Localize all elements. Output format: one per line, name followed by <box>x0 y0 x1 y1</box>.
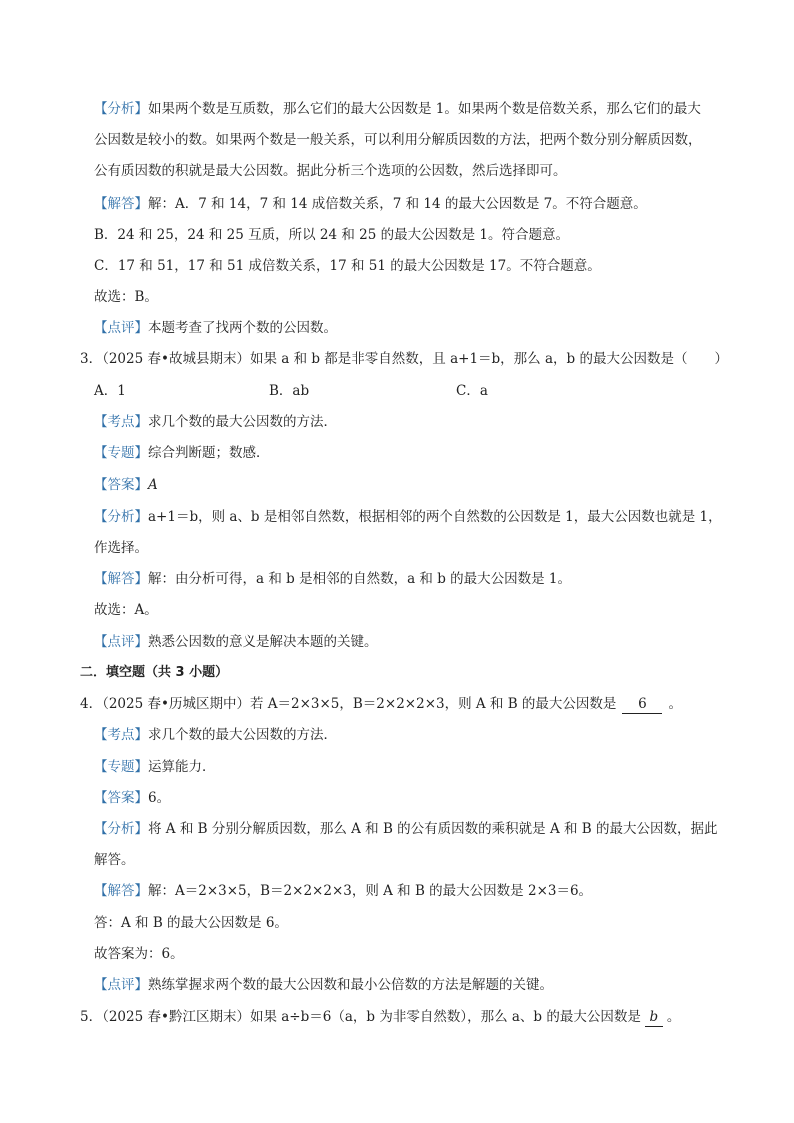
q5-stem: 5．（2025 春•黔江区期末）如果 a÷b＝6（a，b 为非零自然数），那么 a、b 的最大公因数是 b 。 <box>80 1009 681 1025</box>
q3-topic: 【专题】综合判断题；数感． <box>94 445 270 461</box>
q3-stem: 3．（2025 春•故城县期末）如果 a 和 b 都是非零自然数，且 a+1＝b，那么 a，b 的最大公因数是（ ） <box>80 351 728 367</box>
q3-analysis-line2: 作选择。 <box>94 540 148 556</box>
q3-solution: 【解答】解：由分析可得，a 和 b 是相邻的自然数，a 和 b 的最大公因数是 1。 <box>94 571 572 587</box>
solution-tag: 【解答】 <box>94 571 148 587</box>
q2-comment: 【点评】本题考查了找两个数的公因数。 <box>94 320 337 336</box>
q3-analysis-line1: 【分析】a+1＝b，则 a、b 是相邻自然数，根据相邻的两个自然数的公因数是 1，最大公因数也就是 1， <box>94 509 722 525</box>
q3-option-b: B．ab <box>269 383 310 399</box>
q2-analysis-line3: 公有质因数的积就是最大公因数。据此分析三个选项的公因数，然后选择即可。 <box>94 163 567 179</box>
solution-tag: 【解答】 <box>94 196 148 212</box>
q3-option-a: A．1 <box>94 383 126 399</box>
analysis-tag: 【分析】 <box>94 101 148 117</box>
topic-tag: 【专题】 <box>94 445 148 461</box>
q3-answer: 【答案】A <box>94 477 158 493</box>
q2-analysis-line2: 公因数是较小的数。如果两个数是一般关系，可以利用分解质因数的方法，把两个数分别分解质因数， <box>94 132 702 148</box>
comment-tag: 【点评】 <box>94 320 148 336</box>
q3-choice: 故选：A。 <box>94 602 158 618</box>
comment-tag: 【点评】 <box>94 977 148 993</box>
q4-reply: 答：A 和 B 的最大公因数是 6。 <box>94 915 288 931</box>
topic-tag: 【专题】 <box>94 759 148 775</box>
q4-analysis-line1: 【分析】将 A 和 B 分别分解质因数，那么 A 和 B 的公有质因数的乘积就是 A 和 B 的最大公因数，据此 <box>94 821 718 837</box>
q2-solution-line3: C．17 和 51，17 和 51 成倍数关系，17 和 51 的最大公因数是 17。不符合题意。 <box>94 258 601 274</box>
q4-topic: 【专题】运算能力． <box>94 759 216 775</box>
q2-solution-line1: 【解答】解：A．7 和 14，7 和 14 成倍数关系，7 和 14 的最大公因数是 7。不符合题意。 <box>94 196 647 212</box>
q3-point: 【考点】求几个数的最大公因数的方法． <box>94 414 337 430</box>
q4-point: 【考点】求几个数的最大公因数的方法． <box>94 727 337 743</box>
point-tag: 【考点】 <box>94 727 148 743</box>
q4-analysis-line2: 解答。 <box>94 852 135 868</box>
q5-answer-blank: b <box>645 1008 663 1027</box>
analysis-tag: 【分析】 <box>94 821 148 837</box>
q2-solution-line2: B．24 和 25，24 和 25 互质，所以 24 和 25 的最大公因数是 1。符合题意。 <box>94 227 569 243</box>
q4-stem: 4．（2025 春•历城区期中）若 A＝2×3×5，B＝2×2×2×3，则 A 和 B 的最大公因数是 6 。 <box>80 696 682 712</box>
q2-analysis-line1: 【分析】如果两个数是互质数，那么它们的最大公因数是 1。如果两个数是倍数关系，那么它们的最大 <box>94 101 701 117</box>
analysis-tag: 【分析】 <box>94 509 148 525</box>
section-title-fill-blank: 二．填空题（共 3 小题） <box>80 665 229 680</box>
q4-comment: 【点评】熟练掌握求两个数的最大公因数和最小公倍数的方法是解题的关键。 <box>94 977 553 993</box>
q3-option-c: C．a <box>456 383 488 399</box>
q4-final: 故答案为：6。 <box>94 946 184 962</box>
answer-tag: 【答案】 <box>94 477 148 493</box>
q4-solution: 【解答】解：A＝2×3×5，B＝2×2×2×3，则 A 和 B 的最大公因数是 2×3＝6。 <box>94 883 593 899</box>
answer-tag: 【答案】 <box>94 790 148 806</box>
q4-answer: 【答案】6。 <box>94 790 171 806</box>
point-tag: 【考点】 <box>94 414 148 430</box>
q4-answer-blank: 6 <box>622 695 662 714</box>
q3-comment: 【点评】熟悉公因数的意义是解决本题的关键。 <box>94 634 378 650</box>
comment-tag: 【点评】 <box>94 634 148 650</box>
q2-choice: 故选：B。 <box>94 289 158 305</box>
solution-tag: 【解答】 <box>94 883 148 899</box>
